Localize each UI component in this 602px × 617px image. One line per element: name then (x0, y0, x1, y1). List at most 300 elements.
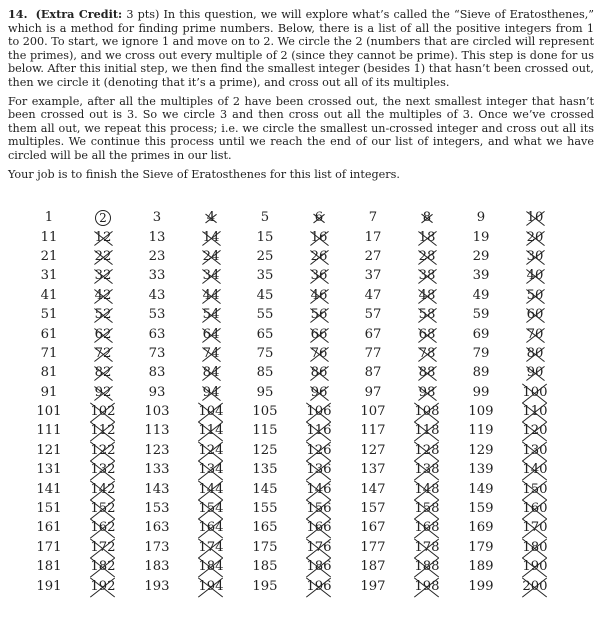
crossed-number: 60 (526, 307, 544, 323)
sieve-row (22, 441, 562, 460)
sieve-cell[interactable] (130, 383, 184, 402)
sieve-number: 123 (144, 442, 170, 458)
sieve-number: 185 (252, 559, 278, 575)
sieve-cell[interactable] (454, 383, 508, 402)
sieve-cell[interactable] (130, 460, 184, 479)
sieve-cell[interactable] (400, 363, 454, 382)
sieve-cell[interactable] (184, 286, 238, 305)
crossed-number: 114 (198, 423, 224, 439)
sieve-number: 103 (144, 404, 170, 420)
sieve-cell[interactable] (76, 576, 130, 595)
sieve-cell[interactable] (76, 421, 130, 440)
crossed-number: 176 (306, 539, 332, 555)
sieve-cell[interactable] (508, 421, 562, 440)
sieve-cell[interactable] (76, 266, 130, 285)
instruction-text: Your job is to finish the Sieve of Eratosthenes for this list of integers. (8, 167, 400, 181)
sieve-cell[interactable] (130, 538, 184, 557)
sieve-cell[interactable] (346, 247, 400, 266)
sieve-cell[interactable] (76, 344, 130, 363)
sieve-cell[interactable] (508, 344, 562, 363)
sieve-cell[interactable] (238, 227, 292, 246)
sieve-cell[interactable] (292, 363, 346, 382)
sieve-row (22, 576, 562, 595)
sieve-cell[interactable] (400, 479, 454, 498)
sieve-cell[interactable] (346, 499, 400, 518)
sieve-number: 135 (252, 462, 278, 478)
sieve-cell[interactable] (292, 518, 346, 537)
question-paragraph-2: For example, after all the multiples of 2 have been crossed out, the next smallest integer that hasn’t been crossed out is 3. So we circle 3 and then cross out all the multiples of 3. Once we’ve crossed them all out, we repeat this process; i.e. we circle the smallest un-crossed integer and cross out all its multiples. We continue this process until we reach the end of our list of integers, and what we have circled will be all the primes in our list. (8, 94, 594, 162)
sieve-number: 63 (148, 326, 166, 342)
sieve-cell[interactable] (400, 227, 454, 246)
sieve-number: 67 (364, 326, 382, 342)
crossed-number: 192 (90, 578, 116, 594)
sieve-cell[interactable] (130, 441, 184, 460)
sieve-cell[interactable] (238, 441, 292, 460)
sieve-cell[interactable] (292, 576, 346, 595)
sieve-cell[interactable] (22, 479, 76, 498)
sieve-cell[interactable] (238, 402, 292, 421)
sieve-row (22, 460, 562, 479)
crossed-number: 16 (310, 229, 328, 245)
sieve-cell[interactable] (130, 286, 184, 305)
sieve-cell[interactable] (76, 499, 130, 518)
sieve-cell[interactable] (454, 266, 508, 285)
sieve-cell[interactable] (238, 538, 292, 557)
sieve-cell[interactable] (454, 208, 508, 227)
sieve-cell[interactable] (292, 460, 346, 479)
sieve-cell[interactable] (76, 208, 130, 227)
sieve-cell[interactable] (22, 421, 76, 440)
crossed-number: 182 (90, 559, 116, 575)
sieve-cell[interactable] (22, 227, 76, 246)
sieve-cell[interactable] (238, 383, 292, 402)
sieve-cell[interactable] (346, 344, 400, 363)
sieve-number: 115 (252, 423, 278, 439)
sieve-cell[interactable] (76, 479, 130, 498)
sieve-cell[interactable] (454, 286, 508, 305)
sieve-number: 99 (472, 384, 490, 400)
sieve-cell[interactable] (22, 305, 76, 324)
crossed-number: 180 (522, 539, 548, 555)
sieve-cell[interactable] (400, 305, 454, 324)
crossed-number: 62 (94, 326, 112, 342)
sieve-cell[interactable] (238, 499, 292, 518)
sieve-number: 95 (256, 384, 274, 400)
sieve-cell[interactable] (22, 538, 76, 557)
sieve-cell[interactable] (238, 421, 292, 440)
sieve-cell[interactable] (76, 402, 130, 421)
sieve-cell[interactable] (22, 557, 76, 576)
sieve-cell[interactable] (76, 383, 130, 402)
crossed-number: 164 (198, 520, 224, 536)
sieve-number: 125 (252, 442, 278, 458)
sieve-number: 191 (36, 578, 62, 594)
sieve-cell[interactable] (292, 479, 346, 498)
sieve-number: 25 (256, 248, 274, 264)
sieve-cell[interactable] (184, 208, 238, 227)
sieve-cell[interactable] (238, 305, 292, 324)
crossed-number: 150 (522, 481, 548, 497)
sieve-cell[interactable] (22, 441, 76, 460)
sieve-number: 121 (36, 442, 62, 458)
sieve-cell[interactable] (454, 305, 508, 324)
sieve-cell[interactable] (346, 383, 400, 402)
sieve-cell[interactable] (508, 208, 562, 227)
sieve-cell[interactable] (184, 344, 238, 363)
sieve-cell[interactable] (130, 208, 184, 227)
sieve-cell[interactable] (238, 208, 292, 227)
sieve-cell[interactable] (400, 557, 454, 576)
sieve-cell[interactable] (184, 557, 238, 576)
sieve-cell[interactable] (184, 227, 238, 246)
crossed-number: 130 (522, 442, 548, 458)
sieve-cell[interactable] (130, 576, 184, 595)
sieve-number: 77 (364, 345, 382, 361)
sieve-number: 109 (468, 404, 494, 420)
sieve-cell[interactable] (184, 576, 238, 595)
sieve-cell[interactable] (508, 247, 562, 266)
sieve-cell[interactable] (508, 363, 562, 382)
sieve-cell[interactable] (400, 499, 454, 518)
sieve-row (22, 479, 562, 498)
crossed-number: 142 (90, 481, 116, 497)
sieve-cell[interactable] (346, 421, 400, 440)
sieve-cell[interactable] (454, 324, 508, 343)
sieve-cell[interactable] (508, 499, 562, 518)
sieve-cell[interactable] (238, 460, 292, 479)
sieve-cell[interactable] (508, 227, 562, 246)
sieve-cell[interactable] (454, 460, 508, 479)
crossed-number: 20 (526, 229, 544, 245)
sieve-cell[interactable] (238, 576, 292, 595)
sieve-cell[interactable] (454, 499, 508, 518)
sieve-number: 127 (360, 442, 386, 458)
sieve-cell[interactable] (238, 518, 292, 537)
sieve-cell[interactable] (346, 305, 400, 324)
sieve-cell[interactable] (292, 538, 346, 557)
sieve-cell[interactable] (130, 363, 184, 382)
crossed-number: 136 (306, 462, 332, 478)
sieve-cell[interactable] (454, 247, 508, 266)
sieve-cell[interactable] (184, 518, 238, 537)
sieve-cell[interactable] (454, 227, 508, 246)
sieve-cell[interactable] (130, 402, 184, 421)
sieve-number: 87 (364, 365, 382, 381)
sieve-number: 137 (360, 462, 386, 478)
crossed-number: 6 (314, 210, 324, 226)
sieve-cell[interactable] (22, 208, 76, 227)
sieve-cell[interactable] (508, 538, 562, 557)
sieve-cell[interactable] (346, 286, 400, 305)
sieve-cell[interactable] (184, 499, 238, 518)
sieve-cell[interactable] (400, 518, 454, 537)
sieve-number: 169 (468, 520, 494, 536)
crossed-number: 56 (310, 307, 328, 323)
sieve-number: 85 (256, 365, 274, 381)
sieve-cell[interactable] (184, 538, 238, 557)
sieve-cell[interactable] (508, 441, 562, 460)
sieve-cell[interactable] (292, 324, 346, 343)
sieve-cell[interactable] (400, 208, 454, 227)
crossed-number: 50 (526, 287, 544, 303)
sieve-number: 71 (40, 345, 58, 361)
sieve-cell[interactable] (400, 460, 454, 479)
sieve-cell[interactable] (22, 499, 76, 518)
sieve-cell[interactable] (292, 227, 346, 246)
sieve-cell[interactable] (454, 479, 508, 498)
sieve-cell[interactable] (400, 286, 454, 305)
crossed-number: 78 (418, 345, 436, 361)
sieve-cell[interactable] (238, 557, 292, 576)
sieve-cell[interactable] (346, 324, 400, 343)
sieve-cell[interactable] (130, 421, 184, 440)
sieve-row (22, 344, 562, 363)
sieve-cell[interactable] (508, 383, 562, 402)
sieve-cell[interactable] (454, 441, 508, 460)
sieve-cell[interactable] (76, 324, 130, 343)
crossed-number: 124 (198, 442, 224, 458)
sieve-number: 43 (148, 287, 166, 303)
sieve-cell[interactable] (508, 305, 562, 324)
sieve-cell[interactable] (454, 538, 508, 557)
sieve-cell[interactable] (292, 344, 346, 363)
sieve-cell[interactable] (76, 305, 130, 324)
sieve-number: 19 (472, 229, 490, 245)
sieve-cell[interactable] (184, 305, 238, 324)
sieve-number: 111 (36, 423, 62, 439)
sieve-cell[interactable] (292, 557, 346, 576)
sieve-cell[interactable] (130, 499, 184, 518)
sieve-cell[interactable] (238, 247, 292, 266)
sieve-cell[interactable] (292, 247, 346, 266)
sieve-cell[interactable] (76, 286, 130, 305)
sieve-cell[interactable] (184, 441, 238, 460)
sieve-cell[interactable] (184, 421, 238, 440)
sieve-cell[interactable] (22, 576, 76, 595)
sieve-number: 149 (468, 481, 494, 497)
sieve-cell[interactable] (454, 344, 508, 363)
sieve-row (22, 518, 562, 537)
sieve-cell[interactable] (184, 402, 238, 421)
sieve-cell[interactable] (346, 227, 400, 246)
sieve-row (22, 266, 562, 285)
sieve-number: 9 (476, 210, 486, 226)
sieve-cell[interactable] (292, 441, 346, 460)
sieve-cell[interactable] (508, 402, 562, 421)
sieve-cell[interactable] (76, 518, 130, 537)
crossed-number: 26 (310, 248, 328, 264)
sieve-cell[interactable] (508, 479, 562, 498)
sieve-number: 55 (256, 307, 274, 323)
sieve-row (22, 305, 562, 324)
sieve-cell[interactable] (130, 344, 184, 363)
sieve-cell[interactable] (184, 266, 238, 285)
sieve-cell[interactable] (238, 266, 292, 285)
sieve-number: 69 (472, 326, 490, 342)
sieve-cell[interactable] (130, 305, 184, 324)
sieve-cell[interactable] (22, 266, 76, 285)
sieve-cell[interactable] (400, 247, 454, 266)
sieve-cell[interactable] (508, 286, 562, 305)
sieve-number: 53 (148, 307, 166, 323)
sieve-cell[interactable] (346, 518, 400, 537)
sieve-cell[interactable] (508, 518, 562, 537)
sieve-cell[interactable] (184, 479, 238, 498)
sieve-cell[interactable] (22, 247, 76, 266)
sieve-cell[interactable] (184, 324, 238, 343)
sieve-cell[interactable] (76, 227, 130, 246)
sieve-number: 91 (40, 384, 58, 400)
sieve-cell[interactable] (508, 576, 562, 595)
sieve-number: 51 (40, 307, 58, 323)
sieve-cell[interactable] (238, 479, 292, 498)
sieve-cell[interactable] (292, 208, 346, 227)
sieve-cell[interactable] (346, 402, 400, 421)
sieve-number: 7 (368, 210, 378, 226)
sieve-cell[interactable] (292, 305, 346, 324)
sieve-cell[interactable] (130, 324, 184, 343)
sieve-cell[interactable] (400, 402, 454, 421)
sieve-cell[interactable] (400, 266, 454, 285)
crossed-number: 58 (418, 307, 436, 323)
sieve-number: 197 (360, 578, 386, 594)
sieve-cell[interactable] (238, 286, 292, 305)
question-block (8, 8, 594, 181)
sieve-cell[interactable] (508, 324, 562, 343)
sieve-cell[interactable] (76, 363, 130, 382)
crossed-number: 108 (414, 404, 440, 420)
sieve-cell[interactable] (508, 266, 562, 285)
sieve-number: 161 (36, 520, 62, 536)
sieve-cell[interactable] (400, 421, 454, 440)
sieve-cell[interactable] (130, 479, 184, 498)
sieve-cell[interactable] (346, 557, 400, 576)
sieve-cell[interactable] (238, 324, 292, 343)
sieve-cell[interactable] (292, 286, 346, 305)
sieve-cell[interactable] (22, 402, 76, 421)
crossed-number: 12 (94, 229, 112, 245)
sieve-cell[interactable] (508, 557, 562, 576)
crossed-number: 196 (306, 578, 332, 594)
sieve-cell[interactable] (76, 557, 130, 576)
sieve-cell[interactable] (22, 518, 76, 537)
sieve-number: 113 (144, 423, 170, 439)
sieve-number: 159 (468, 501, 494, 517)
crossed-number: 44 (202, 287, 220, 303)
sieve-number: 81 (40, 365, 58, 381)
sieve-cell[interactable] (238, 363, 292, 382)
sieve-number: 13 (148, 229, 166, 245)
sieve-number: 105 (252, 404, 278, 420)
sieve-cell[interactable] (130, 227, 184, 246)
sieve-number: 37 (364, 268, 382, 284)
sieve-cell[interactable] (346, 479, 400, 498)
sieve-cell[interactable] (346, 460, 400, 479)
sieve-cell[interactable] (76, 441, 130, 460)
sieve-cell[interactable] (400, 538, 454, 557)
sieve-cell[interactable] (184, 383, 238, 402)
sieve-cell[interactable] (454, 518, 508, 537)
crossed-number: 132 (90, 462, 116, 478)
sieve-cell[interactable] (400, 344, 454, 363)
crossed-number: 140 (522, 462, 548, 478)
sieve-cell[interactable] (454, 557, 508, 576)
sieve-cell[interactable] (22, 383, 76, 402)
sieve-cell[interactable] (184, 363, 238, 382)
sieve-cell[interactable] (184, 460, 238, 479)
crossed-number: 170 (522, 520, 548, 536)
sieve-cell[interactable] (22, 460, 76, 479)
sieve-row (22, 421, 562, 440)
crossed-number: 112 (90, 423, 116, 439)
sieve-cell[interactable] (346, 538, 400, 557)
sieve-number: 117 (360, 423, 386, 439)
sieve-cell[interactable] (508, 460, 562, 479)
sieve-cell[interactable] (454, 363, 508, 382)
sieve-cell[interactable] (400, 324, 454, 343)
crossed-number: 40 (526, 268, 544, 284)
sieve-cell[interactable] (292, 383, 346, 402)
sieve-cell[interactable] (184, 247, 238, 266)
sieve-cell[interactable] (400, 441, 454, 460)
crossed-number: 118 (414, 423, 440, 439)
sieve-cell[interactable] (130, 518, 184, 537)
sieve-cell[interactable] (400, 576, 454, 595)
sieve-cell[interactable] (76, 538, 130, 557)
crossed-number: 30 (526, 248, 544, 264)
sieve-cell[interactable] (346, 441, 400, 460)
sieve-number: 189 (468, 559, 494, 575)
sieve-cell[interactable] (346, 208, 400, 227)
sieve-cell[interactable] (346, 266, 400, 285)
sieve-row (22, 324, 562, 343)
sieve-cell[interactable] (130, 557, 184, 576)
sieve-cell[interactable] (400, 383, 454, 402)
sieve-cell[interactable] (22, 286, 76, 305)
sieve-cell[interactable] (238, 344, 292, 363)
crossed-number: 120 (522, 423, 548, 439)
sieve-number: 57 (364, 307, 382, 323)
sieve-cell[interactable] (346, 363, 400, 382)
sieve-number: 139 (468, 462, 494, 478)
sieve-cell[interactable] (454, 576, 508, 595)
sieve-cell[interactable] (346, 576, 400, 595)
crossed-number: 178 (414, 539, 440, 555)
sieve-cell[interactable] (22, 324, 76, 343)
crossed-number: 188 (414, 559, 440, 575)
crossed-number: 96 (310, 384, 328, 400)
crossed-number: 84 (202, 365, 220, 381)
sieve-number: 133 (144, 462, 170, 478)
sieve-cell[interactable] (292, 421, 346, 440)
sieve-cell[interactable] (454, 421, 508, 440)
sieve-row (22, 247, 562, 266)
sieve-cell[interactable] (76, 460, 130, 479)
sieve-cell[interactable] (292, 499, 346, 518)
crossed-number: 14 (202, 229, 220, 245)
crossed-number: 168 (414, 520, 440, 536)
sieve-cell[interactable] (292, 266, 346, 285)
sieve-cell[interactable] (22, 363, 76, 382)
sieve-cell[interactable] (292, 402, 346, 421)
sieve-cell[interactable] (76, 247, 130, 266)
crossed-number: 94 (202, 384, 220, 400)
sieve-cell[interactable] (22, 344, 76, 363)
sieve-cell[interactable] (454, 402, 508, 421)
sieve-cell[interactable] (130, 266, 184, 285)
sieve-cell[interactable] (130, 247, 184, 266)
crossed-number: 82 (94, 365, 112, 381)
